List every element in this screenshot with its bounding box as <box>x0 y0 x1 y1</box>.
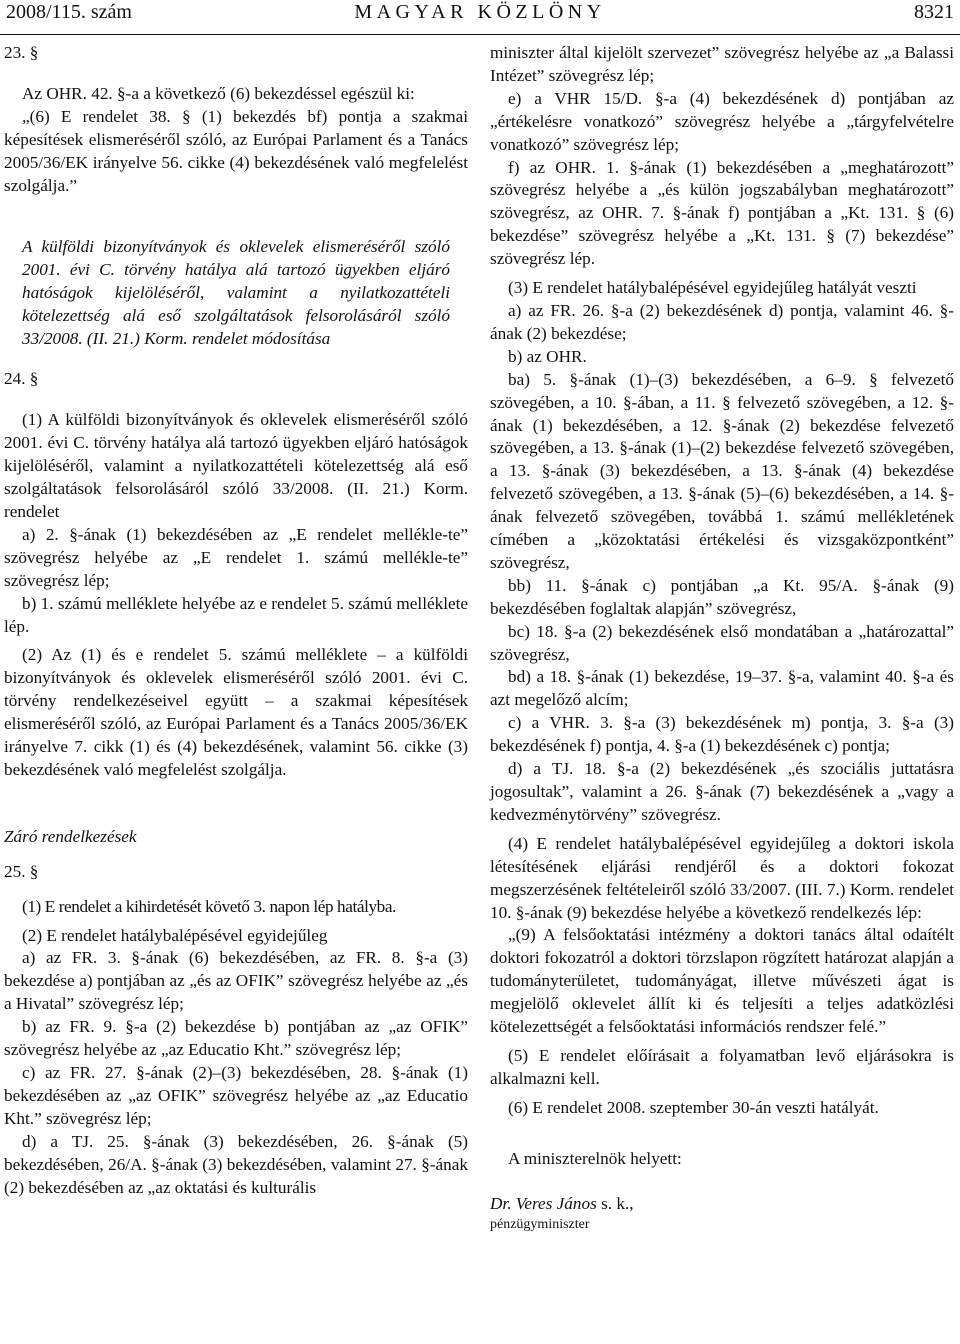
journal-title: MAGYAR KÖZLÖNY <box>354 1 606 23</box>
signatory-sk: s. k., <box>601 1193 634 1213</box>
section-25-point-c: c) az FR. 27. §-ának (2)–(3) bekezdésében, 28. §-ának (1) bekezdésében az „az OFIK” szövegrész helyébe az „az Educatio Kht.” szövegrész lép; <box>4 1063 468 1128</box>
closing-provisions-title: Záró rendelkezések <box>4 826 137 846</box>
para-3-point-bb: bb) 11. §-ának c) pontjában „a Kt. 95/A. §-ának (9) bekezdésében foglaltak alapján” szövegrész, <box>490 575 954 618</box>
left-column <box>4 42 468 1199</box>
para-6: (6) E rendelet 2008. szeptember 30-án veszti hatályát. <box>508 1097 879 1117</box>
section-24-point-b: b) 1. számú melléklete helyébe az e rendelet 5. számú melléklete lép. <box>4 593 468 636</box>
continued-text: miniszter által kijelölt szervezet” szövegrész helyébe az „a Balassi Intézet” szövegrész lép; <box>490 43 954 85</box>
point-e: e) a VHR 15/D. §-a (4) bekezdésének d) pontjában az „értékelésre vonatkozó” szövegrész helyébe a „tárgyfelvételre vonatkozó” szövegrész lép; <box>490 88 954 154</box>
para-3-point-bd: bd) a 18. §-ának (1) bekezdése, 19–37. §-a, valamint 40. §-a és azt megelőző alcím; <box>490 667 954 710</box>
section-24-heading: 24. § <box>4 369 39 389</box>
right-column <box>490 42 954 1234</box>
subtitle-amendment: A külföldi bizonyítványok és oklevelek elismeréséről szóló 2001. évi C. törvény hatálya alá tartozó ügyekben eljáró hatóságok kijelöléséről, valamint a nyilatkozattételi kötelezettség alá eső szolgáltatások felsorolásáról szóló 33/2008. (II. 21.) Korm. rendelet módosítása <box>22 237 450 349</box>
para-4-quote: „(9) A felsőoktatási intézmény a doktori tanács által odaítélt doktori fokozatról a doktori törzslapon rögzített határozat alapján a tudományterületet, tudományágat, illetve művészeti ágat is megjelölő oklevelet állít ki és teljesíti a teljes adatközlési kötelezettségét a felsőoktatási információs rendszer felé.” <box>490 925 954 1037</box>
section-25-para-1: (1) E rendelet a kihirdetését követő 3. napon lép hatályba. <box>22 896 396 916</box>
signature-on-behalf: A miniszterelnök helyett: <box>508 1148 682 1168</box>
page-header <box>0 0 960 35</box>
signatory-name: Dr. Veres János <box>490 1193 597 1213</box>
para-3-point-ba: ba) 5. §-ának (1)–(3) bekezdésében, a 6–9. § felvezető szövegében, a 10. §-ában, a 11. § felvezető szövegében, a 12. §-ának (1) bekezdésében, a 12. §-ának (2) bekezdése felvezető szövegében, a 13. §-ának (1)–(2) bekezdése felvezető szövegében, a 13. §-ának (3) bekezdésében, a 13. §-ának (4) bekezdése felvezető szövegében, a 13. §-ának (5)–(6) bekezdésében, a 14. §-ának felvezető szövegében, továbbá 1. számú mellékletének címében a „közoktatási értékelési és vizsgaközpontként” szövegrész, <box>490 369 954 572</box>
para-3: (3) E rendelet hatálybalépésével egyidejűleg hatályát veszti <box>508 278 917 298</box>
para-5: (5) E rendelet előírásait a folyamatban levő eljárásokra is alkalmazni kell. <box>490 1045 954 1088</box>
section-25-heading: 25. § <box>4 861 39 881</box>
section-23-intro: Az OHR. 42. §-a a következő (6) bekezdéssel egészül ki: <box>22 83 415 103</box>
para-3-point-b: b) az OHR. <box>508 346 587 366</box>
signature-line <box>490 1193 954 1216</box>
para-3-point-bc: bc) 18. §-a (2) bekezdésének első mondatában a „határozattal” szövegrész, <box>490 621 954 664</box>
issue-number: 2008/115. szám <box>6 1 132 23</box>
point-f: f) az OHR. 1. §-ának (1) bekezdésében a „meghatározott” szövegrész helyébe a „és külön jogszabályban meghatározott” szövegrész, az OHR. 7. §-ának f) pontjában a „Kt. 131. § (6) bekezdése” szövegrész helyébe a „Kt. 131. § (7) bekezdése” szövegrész lép. <box>490 157 954 269</box>
signatory-title: pénzügyminiszter <box>490 1216 590 1232</box>
section-25-point-d: d) a TJ. 25. §-ának (3) bekezdésében, 26. §-ának (5) bekezdésében, 26/A. §-ának (3) bekezdésében, valamint 27. §-ának (2) bekezdésében az „az oktatási és kulturális <box>4 1131 468 1197</box>
para-3-point-c: c) a VHR. 3. §-a (3) bekezdésének m) pontja, 3. §-a (3) bekezdésének f) pontja, 4. §-a (1) bekezdésének c) pontja; <box>490 713 954 756</box>
para-4: (4) E rendelet hatálybalépésével egyidejűleg a doktori iskola létesítésének eljárási rendjéről és a doktori fokozat megszerzésének feltételeiről szóló 33/2007. (III. 7.) Korm. rendelet 10. §-ának (9) bekezdése helyébe a következő rendelkezés lép: <box>490 833 954 922</box>
page-number: 8321 <box>914 1 954 23</box>
section-25-point-b: b) az FR. 9. §-a (2) bekezdése b) pontjában az „az OFIK” szövegrész helyébe az „az Educatio Kht.” szövegrész lép; <box>4 1017 468 1060</box>
para-3-point-a: a) az FR. 26. §-a (2) bekezdésének d) pontja, valamint 46. §-ának (2) bekezdése; <box>490 300 954 343</box>
para-3-point-d: d) a TJ. 18. §-a (2) bekezdésének „és szociális juttatásra jogosultak”, valamint a 26. §-ának (7) bekezdésének a „vagy a kedvezménytörvény” szövegrész. <box>490 759 954 824</box>
section-24-point-a: a) 2. §-ának (1) bekezdésében az „E rendelet mellékle-te” szövegrész helyébe az „E rendelet 1. számú mellékle-te” szövegrész lép; <box>4 524 468 590</box>
section-23-heading: 23. § <box>4 43 39 62</box>
section-25-point-a: a) az FR. 3. §-ának (6) bekezdésében, az FR. 8. §-a (3) bekezdése a) pontjában az „és az OFIK” szövegrész helyébe az „és a Hivatal” szövegrész lép; <box>4 948 468 1014</box>
section-23-quote: „(6) E rendelet 38. § (1) bekezdés bf) pontja a szakmai képesítések elismeréséről szóló, az Európai Parlament és a Tanács 2005/36/EK irányelve 56. cikke (4) bekezdésének való megfelelést szolgálja.” <box>4 106 468 195</box>
section-24-para-2: (2) Az (1) és e rendelet 5. számú melléklete – a külföldi bizonyítványok és oklevelek elismeréséről szóló 2001. évi C. törvény rendelkezéseivel együtt – a szakmai képesítések elismeréséről szóló, az Európai Parlament és a Tanács 2005/36/EK irányelve 7. cikk (1) és (4) bekezdésének, valamint 56. cikke (3) bekezdésének való megfelelést szolgálja. <box>4 645 468 779</box>
section-25-para-2: (2) E rendelet hatálybalépésével egyidejűleg <box>22 925 328 945</box>
section-24-para-1: (1) A külföldi bizonyítványok és oklevelek elismeréséről szóló 2001. évi C. törvény hatálya alá tartozó ügyekben eljáró hatóságok kijelöléséről, valamint a nyilatkozattételi kötelezettség alá eső szolgáltatások felsorolásáról szóló 33/2008. (II. 21.) Korm. rendelet <box>4 410 468 521</box>
